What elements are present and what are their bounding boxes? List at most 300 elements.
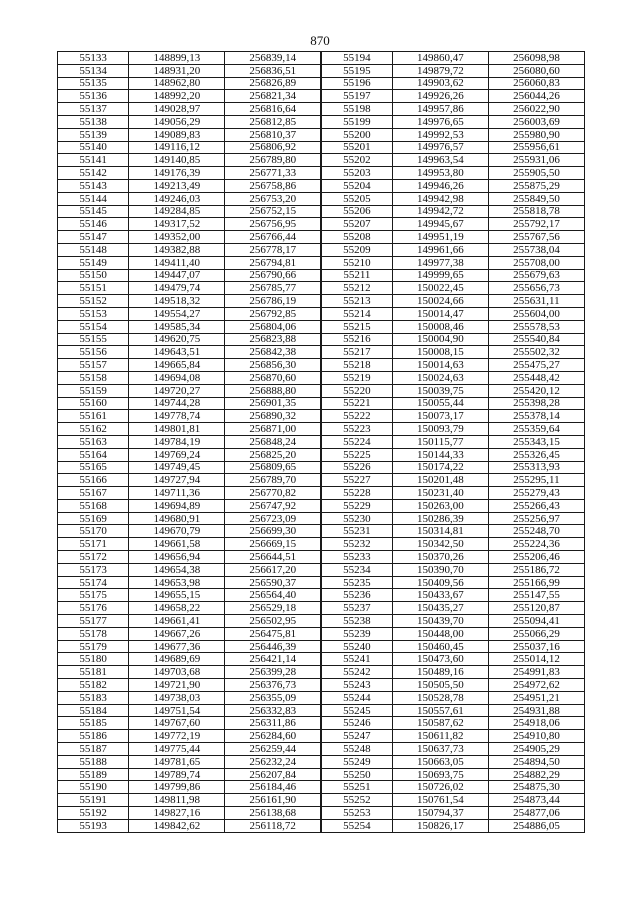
left-y-coordinate-cell: 256207,84 — [225, 768, 321, 781]
right-x-coordinate-cell: 150055,44 — [392, 397, 488, 410]
right-x-coordinate-cell: 150008,15 — [392, 346, 488, 359]
right-point-id-cell: 55223 — [321, 423, 392, 436]
left-x-coordinate-cell: 149479,74 — [129, 282, 225, 295]
right-point-id-cell: 55217 — [321, 346, 392, 359]
left-point-id-cell: 55163 — [58, 435, 129, 448]
right-x-coordinate-cell: 150557,61 — [392, 704, 488, 717]
left-y-coordinate-cell: 256259,44 — [225, 743, 321, 756]
right-y-coordinate-cell: 255502,32 — [488, 346, 584, 359]
table-row — [58, 218, 585, 231]
left-x-coordinate-cell: 149749,45 — [129, 461, 225, 474]
left-y-coordinate-cell: 256789,70 — [225, 474, 321, 487]
left-point-id-cell: 55175 — [58, 589, 129, 602]
right-x-coordinate-cell: 150489,16 — [392, 666, 488, 679]
left-point-id-cell: 55145 — [58, 205, 129, 218]
right-point-id-cell: 55205 — [321, 192, 392, 205]
left-x-coordinate-cell: 149751,54 — [129, 704, 225, 717]
left-point-id-cell: 55188 — [58, 755, 129, 768]
left-point-id-cell: 55186 — [58, 730, 129, 743]
left-point-id-cell: 55177 — [58, 615, 129, 628]
left-x-coordinate-cell: 149140,85 — [129, 154, 225, 167]
table-row — [58, 64, 585, 77]
left-y-coordinate-cell: 256816,64 — [225, 103, 321, 116]
page-number: 870 — [310, 33, 330, 48]
left-y-coordinate-cell: 256785,77 — [225, 282, 321, 295]
right-y-coordinate-cell: 254951,21 — [488, 691, 584, 704]
left-point-id-cell: 55138 — [58, 115, 129, 128]
left-y-coordinate-cell: 256786,19 — [225, 295, 321, 308]
right-x-coordinate-cell: 150174,22 — [392, 461, 488, 474]
table-row — [58, 768, 585, 781]
left-y-coordinate-cell: 256823,88 — [225, 333, 321, 346]
right-point-id-cell: 55211 — [321, 269, 392, 282]
right-x-coordinate-cell: 150014,63 — [392, 359, 488, 372]
left-y-coordinate-cell: 256376,73 — [225, 679, 321, 692]
right-y-coordinate-cell: 255792,17 — [488, 218, 584, 231]
right-y-coordinate-cell: 255094,41 — [488, 615, 584, 628]
table-row — [58, 282, 585, 295]
right-x-coordinate-cell: 149957,86 — [392, 103, 488, 116]
left-y-coordinate-cell: 256421,14 — [225, 653, 321, 666]
right-y-coordinate-cell: 255980,90 — [488, 128, 584, 141]
left-y-coordinate-cell: 256856,30 — [225, 359, 321, 372]
table-row — [58, 589, 585, 602]
right-point-id-cell: 55233 — [321, 551, 392, 564]
left-x-coordinate-cell: 149775,44 — [129, 743, 225, 756]
right-y-coordinate-cell: 256022,90 — [488, 103, 584, 116]
left-y-coordinate-cell: 256118,72 — [225, 819, 321, 832]
table-row — [58, 807, 585, 820]
table-row — [58, 410, 585, 423]
left-y-coordinate-cell: 256232,24 — [225, 755, 321, 768]
left-point-id-cell: 55149 — [58, 256, 129, 269]
right-point-id-cell: 55232 — [321, 538, 392, 551]
table-row — [58, 704, 585, 717]
table-row — [58, 52, 585, 65]
table-row — [58, 307, 585, 320]
table-row — [58, 77, 585, 90]
right-y-coordinate-cell: 255147,55 — [488, 589, 584, 602]
left-y-coordinate-cell: 256617,20 — [225, 563, 321, 576]
right-x-coordinate-cell: 149976,57 — [392, 141, 488, 154]
right-point-id-cell: 55210 — [321, 256, 392, 269]
left-y-coordinate-cell: 256590,37 — [225, 576, 321, 589]
left-x-coordinate-cell: 149667,26 — [129, 627, 225, 640]
left-y-coordinate-cell: 256790,66 — [225, 269, 321, 282]
right-point-id-cell: 55215 — [321, 320, 392, 333]
right-x-coordinate-cell: 149961,66 — [392, 243, 488, 256]
table-row — [58, 666, 585, 679]
left-x-coordinate-cell: 149842,62 — [129, 819, 225, 832]
right-point-id-cell: 55229 — [321, 499, 392, 512]
left-point-id-cell: 55173 — [58, 563, 129, 576]
left-y-coordinate-cell: 256752,15 — [225, 205, 321, 218]
table-row — [58, 551, 585, 564]
table-row — [58, 243, 585, 256]
left-y-coordinate-cell: 256699,30 — [225, 525, 321, 538]
left-point-id-cell: 55137 — [58, 103, 129, 116]
left-x-coordinate-cell: 148992,20 — [129, 90, 225, 103]
left-y-coordinate-cell: 256839,14 — [225, 52, 321, 65]
right-y-coordinate-cell: 256060,83 — [488, 77, 584, 90]
left-point-id-cell: 55161 — [58, 410, 129, 423]
left-point-id-cell: 55174 — [58, 576, 129, 589]
left-point-id-cell: 55164 — [58, 448, 129, 461]
right-x-coordinate-cell: 150693,75 — [392, 768, 488, 781]
right-y-coordinate-cell: 254910,80 — [488, 730, 584, 743]
left-x-coordinate-cell: 149694,89 — [129, 499, 225, 512]
right-x-coordinate-cell: 150073,17 — [392, 410, 488, 423]
right-point-id-cell: 55239 — [321, 627, 392, 640]
left-y-coordinate-cell: 256901,35 — [225, 397, 321, 410]
left-point-id-cell: 55141 — [58, 154, 129, 167]
left-x-coordinate-cell: 149789,74 — [129, 768, 225, 781]
left-point-id-cell: 55162 — [58, 423, 129, 436]
right-point-id-cell: 55199 — [321, 115, 392, 128]
left-y-coordinate-cell: 256821,34 — [225, 90, 321, 103]
table-row — [58, 743, 585, 756]
table-row — [58, 320, 585, 333]
right-point-id-cell: 55226 — [321, 461, 392, 474]
left-x-coordinate-cell: 149738,03 — [129, 691, 225, 704]
right-y-coordinate-cell: 255279,43 — [488, 487, 584, 500]
left-x-coordinate-cell: 149643,51 — [129, 346, 225, 359]
left-x-coordinate-cell: 149411,40 — [129, 256, 225, 269]
right-x-coordinate-cell: 150314,81 — [392, 525, 488, 538]
table-row — [58, 627, 585, 640]
right-point-id-cell: 55196 — [321, 77, 392, 90]
right-x-coordinate-cell: 149963,54 — [392, 154, 488, 167]
right-x-coordinate-cell: 150439,70 — [392, 615, 488, 628]
left-y-coordinate-cell: 256355,09 — [225, 691, 321, 704]
left-y-coordinate-cell: 256502,95 — [225, 615, 321, 628]
left-x-coordinate-cell: 149284,85 — [129, 205, 225, 218]
right-x-coordinate-cell: 150024,63 — [392, 371, 488, 384]
table-row — [58, 371, 585, 384]
right-point-id-cell: 55243 — [321, 679, 392, 692]
right-x-coordinate-cell: 149926,26 — [392, 90, 488, 103]
left-y-coordinate-cell: 256332,83 — [225, 704, 321, 717]
left-x-coordinate-cell: 149653,98 — [129, 576, 225, 589]
right-x-coordinate-cell: 150726,02 — [392, 781, 488, 794]
right-y-coordinate-cell: 255905,50 — [488, 167, 584, 180]
right-x-coordinate-cell: 150024,66 — [392, 295, 488, 308]
left-x-coordinate-cell: 149778,74 — [129, 410, 225, 423]
left-x-coordinate-cell: 149056,29 — [129, 115, 225, 128]
right-point-id-cell: 55238 — [321, 615, 392, 628]
left-y-coordinate-cell: 256870,60 — [225, 371, 321, 384]
left-point-id-cell: 55191 — [58, 794, 129, 807]
table-row — [58, 448, 585, 461]
left-y-coordinate-cell: 256756,95 — [225, 218, 321, 231]
right-x-coordinate-cell: 149977,38 — [392, 256, 488, 269]
right-point-id-cell: 55234 — [321, 563, 392, 576]
right-point-id-cell: 55237 — [321, 602, 392, 615]
table-row — [58, 231, 585, 244]
left-x-coordinate-cell: 149769,24 — [129, 448, 225, 461]
right-y-coordinate-cell: 254877,06 — [488, 807, 584, 820]
left-y-coordinate-cell: 256890,32 — [225, 410, 321, 423]
right-x-coordinate-cell: 149903,62 — [392, 77, 488, 90]
right-y-coordinate-cell: 256080,60 — [488, 64, 584, 77]
right-x-coordinate-cell: 149945,67 — [392, 218, 488, 231]
table-row — [58, 653, 585, 666]
left-x-coordinate-cell: 149801,81 — [129, 423, 225, 436]
left-point-id-cell: 55167 — [58, 487, 129, 500]
right-point-id-cell: 55240 — [321, 640, 392, 653]
left-y-coordinate-cell: 256809,65 — [225, 461, 321, 474]
right-point-id-cell: 55249 — [321, 755, 392, 768]
right-y-coordinate-cell: 254882,29 — [488, 768, 584, 781]
right-point-id-cell: 55221 — [321, 397, 392, 410]
right-y-coordinate-cell: 255708,00 — [488, 256, 584, 269]
right-point-id-cell: 55242 — [321, 666, 392, 679]
right-point-id-cell: 55197 — [321, 90, 392, 103]
left-point-id-cell: 55146 — [58, 218, 129, 231]
left-x-coordinate-cell: 149680,91 — [129, 512, 225, 525]
right-y-coordinate-cell: 255818,78 — [488, 205, 584, 218]
right-x-coordinate-cell: 149953,80 — [392, 167, 488, 180]
right-y-coordinate-cell: 255420,12 — [488, 384, 584, 397]
right-point-id-cell: 55214 — [321, 307, 392, 320]
right-x-coordinate-cell: 149992,53 — [392, 128, 488, 141]
right-point-id-cell: 55248 — [321, 743, 392, 756]
left-x-coordinate-cell: 149677,36 — [129, 640, 225, 653]
right-y-coordinate-cell: 255295,11 — [488, 474, 584, 487]
right-x-coordinate-cell: 150144,33 — [392, 448, 488, 461]
left-point-id-cell: 55178 — [58, 627, 129, 640]
left-y-coordinate-cell: 256888,80 — [225, 384, 321, 397]
left-y-coordinate-cell: 256564,40 — [225, 589, 321, 602]
left-x-coordinate-cell: 148962,80 — [129, 77, 225, 90]
left-point-id-cell: 55184 — [58, 704, 129, 717]
right-x-coordinate-cell: 150201,48 — [392, 474, 488, 487]
right-y-coordinate-cell: 255875,29 — [488, 179, 584, 192]
left-y-coordinate-cell: 256138,68 — [225, 807, 321, 820]
left-x-coordinate-cell: 149727,94 — [129, 474, 225, 487]
left-y-coordinate-cell: 256804,06 — [225, 320, 321, 333]
table-row — [58, 755, 585, 768]
left-y-coordinate-cell: 256644,51 — [225, 551, 321, 564]
right-y-coordinate-cell: 255266,43 — [488, 499, 584, 512]
left-point-id-cell: 55140 — [58, 141, 129, 154]
right-point-id-cell: 55252 — [321, 794, 392, 807]
left-x-coordinate-cell: 149620,75 — [129, 333, 225, 346]
right-x-coordinate-cell: 149951,19 — [392, 231, 488, 244]
right-x-coordinate-cell: 150008,46 — [392, 320, 488, 333]
right-point-id-cell: 55224 — [321, 435, 392, 448]
table-row — [58, 397, 585, 410]
right-point-id-cell: 55219 — [321, 371, 392, 384]
table-row — [58, 461, 585, 474]
left-x-coordinate-cell: 149654,38 — [129, 563, 225, 576]
right-x-coordinate-cell: 149999,65 — [392, 269, 488, 282]
left-point-id-cell: 55160 — [58, 397, 129, 410]
left-y-coordinate-cell: 256806,92 — [225, 141, 321, 154]
left-point-id-cell: 55165 — [58, 461, 129, 474]
table-row — [58, 90, 585, 103]
table-row — [58, 167, 585, 180]
right-x-coordinate-cell: 149942,72 — [392, 205, 488, 218]
table-row — [58, 359, 585, 372]
left-point-id-cell: 55172 — [58, 551, 129, 564]
left-y-coordinate-cell: 256848,24 — [225, 435, 321, 448]
right-y-coordinate-cell: 255224,36 — [488, 538, 584, 551]
table-row — [58, 640, 585, 653]
left-x-coordinate-cell: 149554,27 — [129, 307, 225, 320]
right-point-id-cell: 55236 — [321, 589, 392, 602]
left-x-coordinate-cell: 149744,28 — [129, 397, 225, 410]
left-y-coordinate-cell: 256810,37 — [225, 128, 321, 141]
right-y-coordinate-cell: 255475,27 — [488, 359, 584, 372]
left-point-id-cell: 55168 — [58, 499, 129, 512]
right-point-id-cell: 55230 — [321, 512, 392, 525]
table-row — [58, 781, 585, 794]
left-x-coordinate-cell: 149799,86 — [129, 781, 225, 794]
right-point-id-cell: 55228 — [321, 487, 392, 500]
right-y-coordinate-cell: 255956,61 — [488, 141, 584, 154]
left-x-coordinate-cell: 149781,65 — [129, 755, 225, 768]
left-x-coordinate-cell: 149665,84 — [129, 359, 225, 372]
right-x-coordinate-cell: 150231,40 — [392, 487, 488, 500]
left-y-coordinate-cell: 256399,28 — [225, 666, 321, 679]
right-x-coordinate-cell: 150022,45 — [392, 282, 488, 295]
right-point-id-cell: 55245 — [321, 704, 392, 717]
left-y-coordinate-cell: 256812,85 — [225, 115, 321, 128]
left-y-coordinate-cell: 256284,60 — [225, 730, 321, 743]
table-row — [58, 423, 585, 436]
left-x-coordinate-cell: 149661,58 — [129, 538, 225, 551]
left-point-id-cell: 55176 — [58, 602, 129, 615]
right-y-coordinate-cell: 255166,99 — [488, 576, 584, 589]
table-row — [58, 333, 585, 346]
right-point-id-cell: 55200 — [321, 128, 392, 141]
left-x-coordinate-cell: 149656,94 — [129, 551, 225, 564]
left-point-id-cell: 55152 — [58, 295, 129, 308]
left-y-coordinate-cell: 256836,51 — [225, 64, 321, 77]
right-y-coordinate-cell: 255448,42 — [488, 371, 584, 384]
left-x-coordinate-cell: 149658,22 — [129, 602, 225, 615]
left-x-coordinate-cell: 149811,98 — [129, 794, 225, 807]
left-point-id-cell: 55135 — [58, 77, 129, 90]
right-x-coordinate-cell: 149942,98 — [392, 192, 488, 205]
coordinates-table-body — [58, 52, 585, 833]
right-point-id-cell: 55222 — [321, 410, 392, 423]
right-point-id-cell: 55203 — [321, 167, 392, 180]
table-row — [58, 819, 585, 832]
left-point-id-cell: 55182 — [58, 679, 129, 692]
right-y-coordinate-cell: 255540,84 — [488, 333, 584, 346]
right-y-coordinate-cell: 255037,16 — [488, 640, 584, 653]
right-point-id-cell: 55206 — [321, 205, 392, 218]
left-point-id-cell: 55192 — [58, 807, 129, 820]
right-point-id-cell: 55201 — [321, 141, 392, 154]
left-x-coordinate-cell: 149670,79 — [129, 525, 225, 538]
coordinates-table — [57, 51, 585, 833]
left-point-id-cell: 55143 — [58, 179, 129, 192]
right-point-id-cell: 55220 — [321, 384, 392, 397]
table-row — [58, 384, 585, 397]
left-x-coordinate-cell: 149689,69 — [129, 653, 225, 666]
left-x-coordinate-cell: 149382,88 — [129, 243, 225, 256]
right-x-coordinate-cell: 150611,82 — [392, 730, 488, 743]
left-x-coordinate-cell: 149767,60 — [129, 717, 225, 730]
table-row — [58, 717, 585, 730]
right-y-coordinate-cell: 255738,04 — [488, 243, 584, 256]
right-x-coordinate-cell: 150663,05 — [392, 755, 488, 768]
table-row — [58, 730, 585, 743]
left-point-id-cell: 55133 — [58, 52, 129, 65]
right-y-coordinate-cell: 255014,12 — [488, 653, 584, 666]
left-point-id-cell: 55158 — [58, 371, 129, 384]
right-point-id-cell: 55213 — [321, 295, 392, 308]
left-x-coordinate-cell: 149772,19 — [129, 730, 225, 743]
left-x-coordinate-cell: 149352,00 — [129, 231, 225, 244]
right-y-coordinate-cell: 255186,72 — [488, 563, 584, 576]
table-row — [58, 103, 585, 116]
left-y-coordinate-cell: 256184,46 — [225, 781, 321, 794]
left-x-coordinate-cell: 149518,32 — [129, 295, 225, 308]
right-y-coordinate-cell: 256003,69 — [488, 115, 584, 128]
left-y-coordinate-cell: 256161,90 — [225, 794, 321, 807]
table-row — [58, 141, 585, 154]
right-x-coordinate-cell: 150286,39 — [392, 512, 488, 525]
right-x-coordinate-cell: 150460,45 — [392, 640, 488, 653]
left-point-id-cell: 55187 — [58, 743, 129, 756]
left-x-coordinate-cell: 149246,03 — [129, 192, 225, 205]
left-point-id-cell: 55147 — [58, 231, 129, 244]
right-point-id-cell: 55208 — [321, 231, 392, 244]
table-row — [58, 256, 585, 269]
right-point-id-cell: 55251 — [321, 781, 392, 794]
left-y-coordinate-cell: 256669,15 — [225, 538, 321, 551]
right-x-coordinate-cell: 150093,79 — [392, 423, 488, 436]
right-point-id-cell: 55216 — [321, 333, 392, 346]
left-x-coordinate-cell: 149176,39 — [129, 167, 225, 180]
table-row — [58, 295, 585, 308]
left-x-coordinate-cell: 149661,41 — [129, 615, 225, 628]
right-y-coordinate-cell: 254873,44 — [488, 794, 584, 807]
left-x-coordinate-cell: 148931,20 — [129, 64, 225, 77]
left-x-coordinate-cell: 149585,34 — [129, 320, 225, 333]
left-point-id-cell: 55193 — [58, 819, 129, 832]
left-point-id-cell: 55169 — [58, 512, 129, 525]
right-y-coordinate-cell: 255248,70 — [488, 525, 584, 538]
left-point-id-cell: 55189 — [58, 768, 129, 781]
right-y-coordinate-cell: 255206,46 — [488, 551, 584, 564]
left-x-coordinate-cell: 149213,49 — [129, 179, 225, 192]
right-x-coordinate-cell: 150115,77 — [392, 435, 488, 448]
left-point-id-cell: 55166 — [58, 474, 129, 487]
right-y-coordinate-cell: 255931,06 — [488, 154, 584, 167]
right-y-coordinate-cell: 255631,11 — [488, 295, 584, 308]
right-x-coordinate-cell: 150039,75 — [392, 384, 488, 397]
right-x-coordinate-cell: 149976,65 — [392, 115, 488, 128]
right-y-coordinate-cell: 255378,14 — [488, 410, 584, 423]
right-y-coordinate-cell: 255256,97 — [488, 512, 584, 525]
table-row — [58, 435, 585, 448]
left-y-coordinate-cell: 256825,20 — [225, 448, 321, 461]
table-row — [58, 346, 585, 359]
right-x-coordinate-cell: 150433,67 — [392, 589, 488, 602]
left-point-id-cell: 55179 — [58, 640, 129, 653]
left-y-coordinate-cell: 256446,39 — [225, 640, 321, 653]
right-x-coordinate-cell: 150435,27 — [392, 602, 488, 615]
right-x-coordinate-cell: 149860,47 — [392, 52, 488, 65]
left-x-coordinate-cell: 149028,97 — [129, 103, 225, 116]
left-x-coordinate-cell: 149116,12 — [129, 141, 225, 154]
right-point-id-cell: 55253 — [321, 807, 392, 820]
